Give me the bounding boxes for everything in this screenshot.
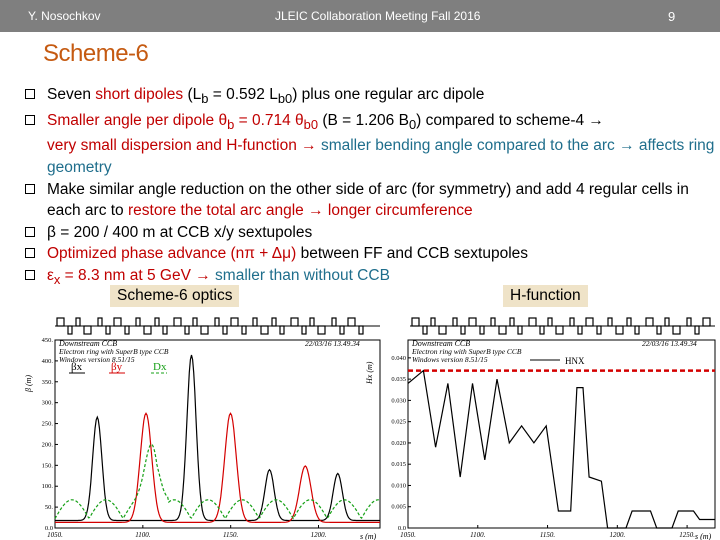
magnet-element [201, 326, 208, 334]
bullet-list [25, 84, 715, 291]
checkbox-bullet-icon [25, 270, 35, 280]
y-tick-label: 0.0 [44, 525, 53, 532]
magnet-element [431, 318, 435, 326]
magnet-element [318, 326, 325, 334]
subscript: b [227, 116, 235, 132]
x-axis-label: s (m) [360, 532, 377, 540]
magnet-element [114, 318, 121, 326]
subscript: b0 [277, 91, 293, 107]
y-tick-label: 150. [41, 462, 53, 470]
magnet-element [556, 326, 563, 334]
x-tick-label: 1250. [679, 531, 695, 539]
text: Seven [47, 86, 96, 103]
magnet-element [665, 318, 669, 326]
text: β = 200 / 400 m at CCB x/y sextupoles [47, 223, 313, 241]
magnet-element [627, 318, 631, 326]
magnet-element [193, 318, 197, 326]
magnet-element [597, 326, 601, 334]
y-tick-label: 400. [41, 357, 53, 365]
y-axis-label: Hx (m) [365, 361, 374, 384]
plot-date: 22/03/16 13.49.34 [642, 339, 697, 348]
legend-disp: Dx [153, 361, 167, 373]
checkbox-bullet-icon [25, 248, 35, 258]
y-tick-label: 0.025 [391, 418, 406, 426]
lattice-strip [55, 318, 380, 334]
header-bar [0, 0, 720, 32]
x-tick-label: 1100. [135, 531, 151, 539]
magnet-element [310, 318, 314, 326]
magnet-element [608, 318, 612, 326]
lattice-strip [410, 318, 715, 334]
plot-title-1: Downstream CCB [59, 339, 118, 348]
magnet-element [144, 326, 151, 334]
magnet-element [272, 318, 276, 326]
bullet-2 [25, 110, 715, 179]
x-tick-label: 1050. [47, 531, 63, 539]
magnet-element [174, 318, 181, 326]
magnet-element [453, 318, 457, 326]
magnet-element [586, 318, 593, 326]
text: ) compared to scheme-4 → [416, 111, 604, 129]
text: (L [183, 86, 202, 103]
hfunction-plot [360, 312, 720, 540]
magnet-element [261, 326, 268, 334]
magnet-element [215, 318, 219, 326]
y-tick-label: 0.010 [391, 482, 406, 490]
magnet-element [423, 326, 427, 334]
magnet-element [499, 326, 506, 334]
magnet-element [491, 318, 495, 326]
magnet-element [439, 326, 446, 334]
magnet-element [155, 318, 159, 326]
subscript: x [53, 272, 61, 288]
highlight-text: Optimized phase advance (nπ + Δμ) [47, 245, 297, 263]
magnet-element [332, 318, 336, 326]
y-tick-label: 0.020 [391, 439, 406, 447]
highlight-text: smaller than without CCB [215, 266, 390, 284]
magnet-element [84, 326, 91, 334]
y-tick-label: 250. [41, 420, 53, 428]
y-tick-label: 0.005 [391, 503, 406, 511]
magnet-element [646, 318, 653, 326]
text: = 0.592 L [208, 86, 278, 103]
magnet-element [57, 318, 64, 326]
y-tick-label: 350. [41, 378, 53, 386]
page-number: 9 [668, 9, 676, 24]
magnet-element [635, 326, 639, 334]
magnet-element [348, 318, 355, 326]
magnet-element [185, 326, 189, 334]
text: Make similar angle reduction on the other side of arc (for symmetry) and add 4 regular cells in each arc to [47, 180, 689, 220]
y-tick-label: 100. [41, 483, 53, 491]
text: ) plus one regular arc dipole [292, 86, 485, 103]
magnet-element [231, 318, 238, 326]
magnet-element [76, 318, 80, 326]
text: = 8.3 nm at 5 GeV → [60, 266, 216, 284]
meeting-name: JLEIC Collaboration Meeting Fall 2016 [275, 9, 481, 23]
magnet-element [548, 318, 552, 326]
optics-label: Scheme-6 optics [110, 285, 239, 307]
text: (B = 1.206 B [318, 111, 409, 129]
y-tick-label: 0.040 [391, 354, 406, 362]
x-tick-label: 1200. [310, 531, 327, 539]
magnet-element [461, 326, 465, 334]
bullet-5 [25, 243, 715, 265]
checkbox-bullet-icon [25, 89, 35, 99]
magnet-element [673, 326, 680, 334]
text: between FF and CCB sextupoles [296, 245, 529, 263]
plot-title-2: Electron ring with SuperB type CCB [59, 347, 169, 356]
x-tick-label: 1150. [539, 531, 556, 539]
bullet-4 [25, 222, 715, 244]
highlight-text: restore the total arc angle → longer circumference [128, 202, 473, 220]
magnet-element [616, 326, 623, 334]
x-tick-label: 1150. [223, 531, 239, 539]
y-tick-label: 450. [41, 337, 53, 344]
magnet-element [125, 326, 129, 334]
legend-betay: βy [111, 361, 123, 373]
highlight-text: short dipoles [95, 86, 184, 103]
magnet-element [253, 318, 257, 326]
magnet-element [469, 318, 476, 326]
legend-betax: βx [71, 361, 83, 373]
plot-title-2: Electron ring with SuperB type CCB [412, 347, 522, 356]
magnet-element [518, 326, 522, 334]
subscript: b [201, 91, 209, 107]
hfunction-label: H-function [503, 285, 588, 307]
magnet-element [242, 326, 246, 334]
text: ε [47, 266, 54, 284]
magnet-element [280, 326, 284, 334]
checkbox-bullet-icon [25, 184, 35, 194]
plot-date: 22/03/16 13.49.34 [305, 339, 360, 348]
bullet-1 [25, 84, 715, 110]
betax-curve [55, 355, 380, 521]
author: Y. Nosochkov [28, 9, 101, 23]
magnet-element [106, 326, 110, 334]
y-tick-label: 300. [41, 399, 53, 407]
highlight-text: very small dispersion and H-function → [47, 137, 321, 155]
y-tick-label: 200. [41, 441, 53, 449]
magnet-element [302, 326, 306, 334]
magnet-element [687, 318, 691, 326]
magnet-element [163, 326, 167, 334]
magnet-element [68, 326, 72, 334]
magnet-element [340, 326, 344, 334]
magnet-element [98, 318, 102, 326]
magnet-element [578, 326, 582, 334]
plot-title-1: Downstream CCB [412, 339, 471, 348]
y-tick-label: 0.015 [391, 461, 406, 469]
checkbox-bullet-icon [25, 227, 35, 237]
highlight-text: smaller bending angle compared to the arc → affects ring geometry [47, 137, 715, 176]
text: Smaller angle per dipole θ [47, 111, 228, 129]
magnet-element [412, 318, 419, 326]
x-axis-label: s (m) [695, 532, 712, 540]
magnet-element [480, 326, 484, 334]
plot-title-3: Windows version 8.51/15 [412, 355, 488, 364]
curve-label: HNX [565, 356, 585, 366]
magnet-element [510, 318, 514, 326]
y-axis-label: β (m) [24, 374, 33, 392]
y-tick-label: 0.0 [397, 525, 406, 532]
x-tick-label: 1100. [470, 531, 486, 539]
magnet-element [695, 326, 699, 334]
y-tick-label: 0.030 [391, 397, 406, 405]
x-tick-label: 1050. [400, 531, 416, 539]
text: = 0.714 θ [234, 111, 304, 129]
subscript: 0 [408, 116, 417, 132]
magnet-element [570, 318, 574, 326]
optics-plot [25, 312, 390, 540]
y-tick-label: 50. [44, 504, 53, 512]
magnet-element [223, 326, 227, 334]
hx-curve [408, 371, 715, 528]
x-tick-label: 1200. [609, 531, 626, 539]
slide-title: Scheme-6 [43, 40, 149, 67]
subscript: b0 [303, 116, 319, 132]
magnet-element [703, 318, 710, 326]
bullet-3 [25, 179, 715, 222]
plot-title-3: Windows version 8.51/15 [59, 355, 135, 364]
magnet-element [540, 326, 544, 334]
y-tick-label: 0.035 [391, 376, 406, 384]
magnet-element [529, 318, 536, 326]
checkbox-bullet-icon [25, 115, 35, 125]
magnet-element [136, 318, 140, 326]
magnet-element [657, 326, 661, 334]
magnet-element [291, 318, 298, 326]
